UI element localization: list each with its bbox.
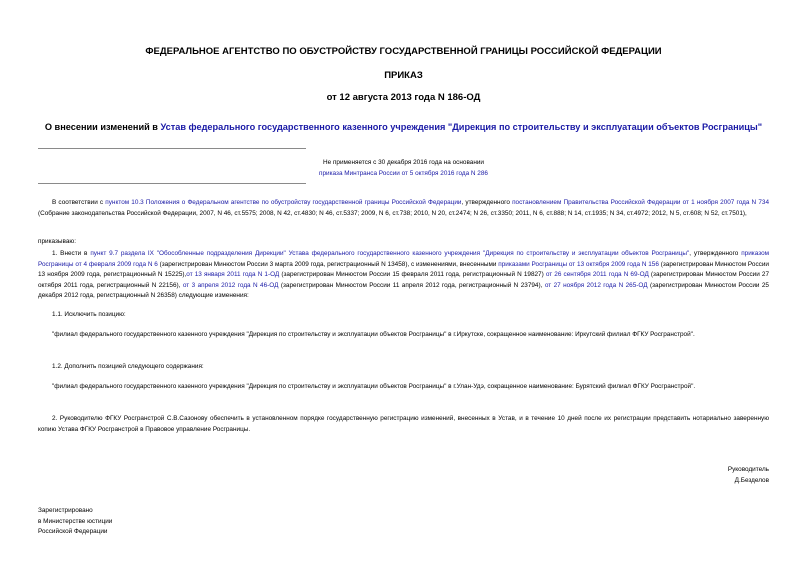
excluded-position-quote: "филиал федерального государственного казенного учреждения "Дирекция по строительству и эксплуатации объектов Росграницы" в г.Иркутске, сокращенное наименование: Иркутский филиал ФГКУ Росгранстрой".	[52, 331, 695, 338]
charter-link[interactable]: Устав федерального государственного казенного учреждения "Дирекция по строительству и эксплуатации объектов Росграницы"	[160, 122, 763, 132]
order-1-od-link[interactable]: от 13 января 2011 года N 1-ОД	[186, 271, 280, 278]
item-1-text-1: 1. Внести в	[52, 250, 91, 257]
item-1-text-5: (зарегистрирован Минюстом России 15 февраля 2011 года, регистрационный N 19827)	[279, 271, 546, 278]
preamble-text-2: , утвержденного	[461, 199, 513, 206]
added-position-quote: "филиал федерального государственного казенного учреждения "Дирекция по строительству и эксплуатации объектов Росграницы" в г.Улан-Удэ, сокращенное наименование: Бурятский филиал ФГКУ Росгранстрой".	[52, 383, 696, 390]
item-1-2: 1.2. Дополнить позицией следующего содержания:	[52, 363, 204, 370]
government-decree-link[interactable]: постановлением Правительства Российской Федерации от 1 ноября 2007 года N 734	[512, 199, 769, 206]
registration-block	[38, 506, 112, 538]
preamble-text-3: (Собрание законодательства Российской Федерации, 2007, N 46, ст.5575; 2008, N 42, ст.4830; N 46, ст.5337; 2009, N 6, ст.738; 2010, N 20, ст.2474; N 26, ст.3350; 2011, N 6, ст.888; N 14, ст.1935; N 34, ст.4972; 2012, N 5, ст.608; N 52, ст.7501),	[38, 209, 747, 217]
registration-line-3: Российской Федерации	[38, 528, 108, 535]
item-1-text-6: (зарегистрирован Минюстом России 27 октября 2011 года, регистрационный N 22156),	[38, 271, 770, 289]
item-1-1: 1.1. Исключить позицию:	[52, 311, 126, 318]
note-bottom-divider	[38, 183, 306, 184]
signature-block	[728, 464, 769, 486]
registration-line-1: Зарегистрировано	[38, 507, 93, 514]
item-2-paragraph: 2. Руководителю ФГКУ Росгранстрой С.В.Сазонову обеспечить в установленном порядке государственную регистрацию изменений, внесенных в Устав, и в течение 10 дней после их регистрации представить нотариально заверенную копию Устава ФГКУ Росгранстрой в Правовое управление Росграницы.	[38, 415, 769, 433]
order-265-od-link[interactable]: от 27 ноября 2012 года N 265-ОД	[544, 281, 648, 289]
signature-name: Д.Безделов	[734, 477, 769, 484]
status-note-text: Не применяется с 30 декабря 2016 года на основании	[323, 159, 484, 166]
item-1-text-3: (зарегистрирован Минюстом России 3 марта 2009 года, регистрационный N 13458), с изменениями, внесенными	[157, 260, 499, 268]
item-1-text-8: (зарегистрирован Минюстом России 25 декабря 2012 года, регистрационный N 26358) следующие изменения:	[38, 281, 769, 299]
preamble-paragraph	[38, 198, 769, 219]
status-note	[38, 157, 769, 179]
order-46-od-link[interactable]: от 3 апреля 2012 года N 46-ОД	[182, 281, 279, 289]
title-prefix: О внесении изменений в	[44, 122, 161, 132]
regulation-clause-link[interactable]: пунктом 10.3 Положения о Федеральном агентстве по обустройству государственной границы Российской Федерации	[105, 199, 462, 206]
order-word: приказываю:	[38, 238, 76, 245]
registration-line-2: в Министерстве юстиции	[38, 517, 113, 525]
document-type-heading: ПРИКАЗ	[384, 70, 423, 81]
charter-clause-link[interactable]: пункт 9.7 раздела IX "Обособленные подразделения Дирекции" Устава федерального государственного казенного учреждения "Дирекция по строительству и эксплуатации объектов Росграницы"	[90, 250, 690, 257]
document-date-number: от 12 августа 2013 года N 186-ОД	[326, 92, 481, 103]
item-1-paragraph	[38, 249, 769, 302]
signature-position: Руководитель	[727, 466, 769, 473]
item-1-text-2: , утвержденного	[689, 250, 742, 257]
agency-heading: ФЕДЕРАЛЬНОЕ АГЕНТСТВО ПО ОБУСТРОЙСТВУ ГОСУДАРСТВЕННОЙ ГРАНИЦЫ РОССИЙСКОЙ ФЕДЕРАЦИИ	[145, 46, 662, 57]
document-title	[28, 122, 779, 132]
mintrans-order-link[interactable]: приказа Минтранса России от 5 октября 2016 года N 286	[319, 170, 488, 177]
item-1-text-4: (зарегистрирован Минюстом России 13 ноября 2009 года, регистрационный N 15225),	[38, 260, 769, 278]
order-6-link[interactable]: приказом Росграницы от 4 февраля 2009 года N 6	[38, 250, 770, 268]
note-top-divider	[38, 148, 306, 149]
order-156-link[interactable]: приказами Росграницы от 13 октября 2009 года N 156	[498, 260, 659, 268]
order-69-od-link[interactable]: от 26 сентября 2011 года N 69-ОД	[545, 271, 649, 278]
item-1-text-7: (зарегистрирован Минюстом России 11 апреля 2012 года, регистрационный N 23794),	[278, 281, 545, 289]
preamble-text-1: В соответствии с	[52, 199, 106, 206]
